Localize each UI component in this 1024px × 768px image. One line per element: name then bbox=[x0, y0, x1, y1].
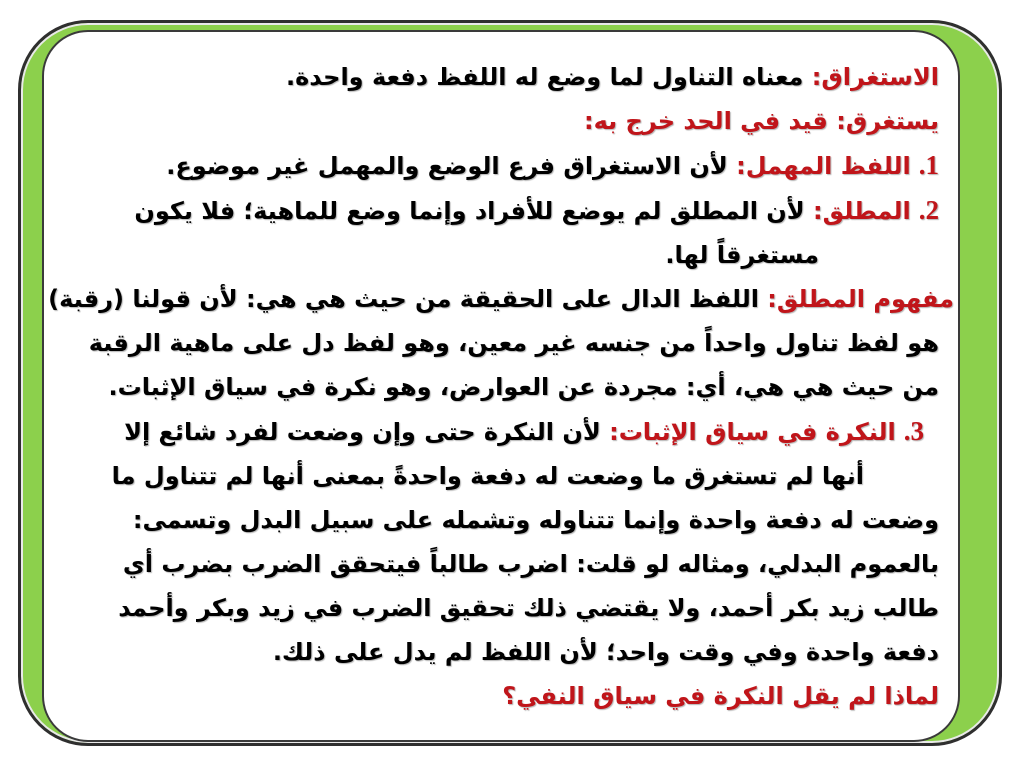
line-text: دفعة واحدة وفي وقت واحد؛ لأن اللفظ لم يدل على ذلك. bbox=[272, 638, 939, 666]
item-number: 3. bbox=[903, 416, 924, 446]
term-muhmal: اللفظ المهمل: bbox=[736, 152, 911, 180]
line-text: لأن الاستغراق فرع الوضع والمهمل غير موضوع. bbox=[166, 152, 737, 180]
line-question bbox=[40, 674, 954, 718]
question-text: لماذا لم يقل النكرة في سياق النفي؟ bbox=[502, 682, 939, 710]
line-item-3-cont-4 bbox=[40, 586, 954, 630]
line-text: لأن المطلق لم يوضع للأفراد وإنما وضع للماهية؛ فلا يكون bbox=[134, 197, 814, 225]
line-text: هو لفظ تناول واحداً من جنسه غير معين، وهو لفظ دل على ماهية الرقبة bbox=[88, 329, 939, 357]
line-definition bbox=[40, 55, 954, 99]
line-item-3 bbox=[40, 409, 954, 454]
term-nakira: النكرة في سياق الإثبات: bbox=[609, 418, 896, 446]
item-number: 2. bbox=[918, 195, 939, 225]
line-qualifier bbox=[40, 99, 954, 143]
line-item-3-cont-2 bbox=[40, 498, 954, 542]
term-yastaghriq: يستغرق: قيد في الحد خرج به: bbox=[584, 107, 939, 135]
line-item-3-cont-3 bbox=[40, 542, 954, 586]
line-mafhum bbox=[40, 277, 954, 321]
line-text: طالب زيد بكر أحمد، ولا يقتضي ذلك تحقيق الضرب في زيد وبكر وأحمد bbox=[118, 594, 939, 622]
line-text: أنها لم تستغرق ما وضعت له دفعة واحدةً بمعنى أنها لم تتناول ما bbox=[111, 462, 864, 490]
term-istighraq: الاستغراق: bbox=[811, 63, 939, 91]
line-mafhum-cont-1 bbox=[40, 321, 954, 365]
line-text: اللفظ الدال على الحقيقة من حيث هي هي: لأن قولنا (رقبة) bbox=[48, 285, 768, 313]
line-text: وضعت له دفعة واحدة وإنما تتناوله وتشمله على سبيل البدل وتسمى: bbox=[132, 506, 939, 534]
line-item-3-cont-1 bbox=[40, 454, 954, 498]
line-text: لأن النكرة حتى وإن وضعت لفرد شائع إلا bbox=[124, 418, 610, 446]
term-mafhum-mutlaq: مفهوم المطلق: bbox=[767, 285, 954, 313]
line-mafhum-cont-2 bbox=[40, 365, 954, 409]
line-text: من حيث هي هي، أي: مجردة عن العوارض، وهو نكرة في سياق الإثبات. bbox=[108, 373, 939, 401]
line-text: مستغرقاً لها. bbox=[665, 241, 819, 269]
line-item-2-cont bbox=[40, 233, 954, 277]
term-mutlaq: المطلق: bbox=[813, 197, 911, 225]
item-number: 1. bbox=[918, 150, 939, 180]
line-item-3-cont-5 bbox=[40, 630, 954, 674]
line-item-1 bbox=[40, 143, 954, 188]
line-item-2 bbox=[40, 188, 954, 233]
slide-content bbox=[40, 55, 954, 725]
line-text: معناه التناول لما وضع له اللفظ دفعة واحدة. bbox=[286, 63, 812, 91]
line-text: بالعموم البدلي، ومثاله لو قلت: اضرب طالباً فيتحقق الضرب بضرب أي bbox=[122, 550, 939, 578]
